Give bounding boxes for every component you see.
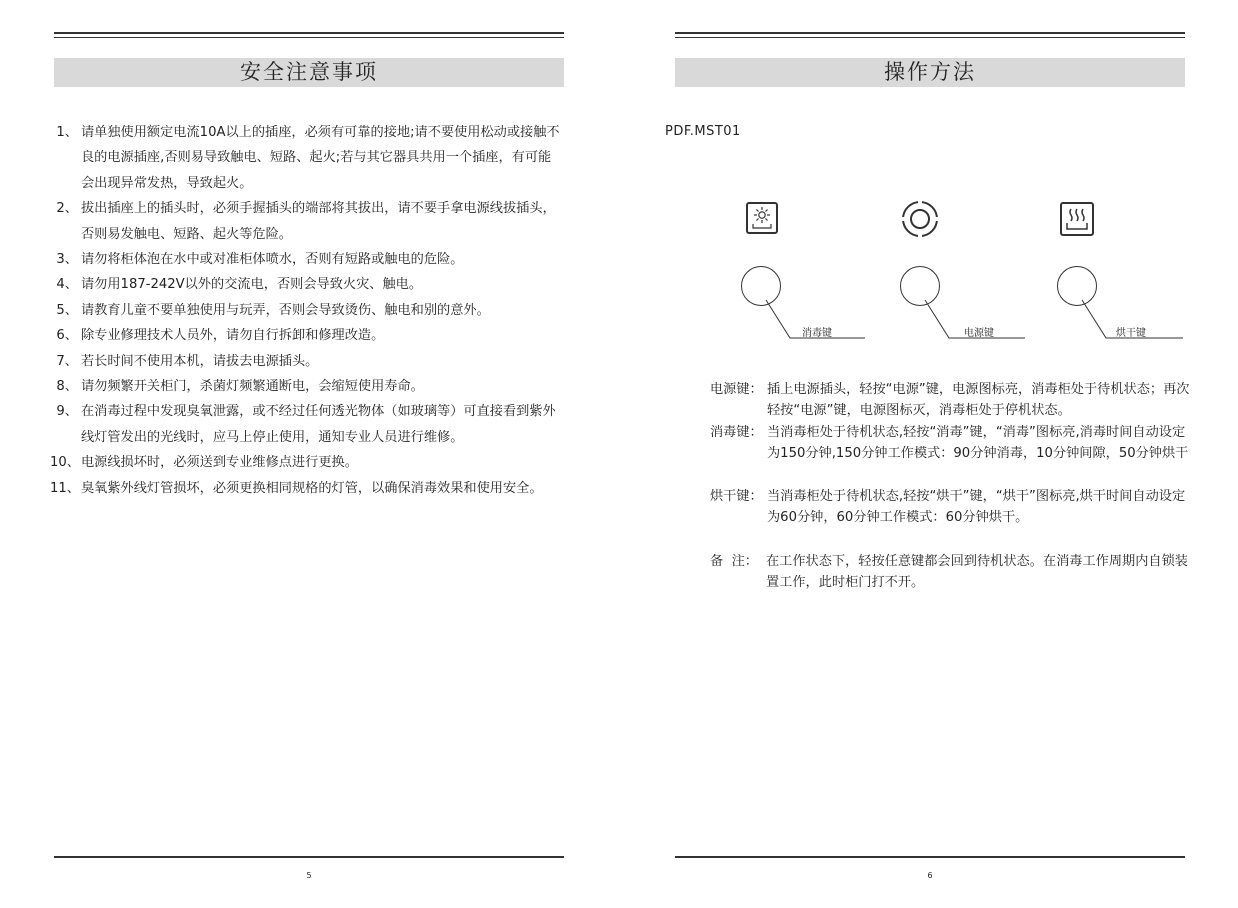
page-number: 5 bbox=[306, 871, 312, 880]
list-item: 11、 臭氧紫外线灯管损坏，必须更换相同规格的灯管，以确保消毒效果和使用安全。 bbox=[50, 480, 543, 496]
list-item: 10、 电源线损坏时，必须送到专业维修点进行更换。 bbox=[50, 455, 358, 471]
note: 备 注： 在工作状态下，轻按任意键都会回到待机状态。在消毒工作周期内自锁装置工作，此时柜门打不开。 bbox=[710, 554, 1188, 591]
dry-key-description: 烘干键： 当消毒柜处于待机状态,轻按“烘干”键，“烘干”图标亮,烘干时间自动设定为60分钟，60分钟工作模式：60分钟烘干。 bbox=[710, 489, 1186, 526]
sterilize-key-description: 消毒键： 当消毒柜处于待机状态,轻按“消毒”键，“消毒”图标亮,消毒时间自动设定为150分钟,150分钟工作模式：90分钟消毒，10分钟间隙，50分钟烘干 bbox=[710, 425, 1189, 462]
right-page bbox=[665, 0, 1190, 908]
leader-lines bbox=[675, 192, 1185, 352]
left-page bbox=[50, 0, 564, 908]
key-label-power: 电源键 bbox=[964, 328, 994, 339]
key-label-sterilize: 消毒键 bbox=[802, 328, 832, 339]
list-item: 9、 在消毒过程中发现臭氧泄露，或不经过任何透光物体（如玻璃等）可直接看到紫外线灯管发出的光线时，应马上停止使用，通知专业人员进行维修。 bbox=[56, 404, 556, 445]
top-rule-thin bbox=[54, 37, 564, 38]
bottom-rule bbox=[675, 856, 1185, 858]
list-item: 5、 请教育儿童不要单独使用与玩弄，否则会导致烫伤、触电和别的意外。 bbox=[56, 302, 490, 318]
list-item: 8、 请勿频繁开关柜门，杀菌灯频繁通断电，会缩短使用寿命。 bbox=[56, 379, 424, 395]
section-title-safety: 安全注意事项 bbox=[54, 58, 564, 87]
list-item: 7、 若长时间不使用本机，请拔去电源插头。 bbox=[56, 353, 319, 369]
key-label-dry: 烘干键 bbox=[1116, 328, 1146, 339]
safety-list bbox=[50, 120, 564, 501]
list-item: 3、 请勿将柜体泡在水中或对准柜体喷水，否则有短路或触电的危险。 bbox=[56, 252, 464, 268]
list-item: 1、 请单独使用额定电流10A以上的插座，必须有可靠的接地;请不要使用松动或接触不良的电源插座,否则易导致触电、短路、起火;若与其它器具共用一个插座，有可能会出现异常发热，导致起火。 bbox=[56, 125, 560, 191]
bottom-rule bbox=[54, 856, 564, 858]
top-rule-thin bbox=[675, 37, 1185, 38]
section-title-operation: 操作方法 bbox=[675, 58, 1185, 87]
power-key-description: 电源键： 插上电源插头，轻按“电源”键，电源图标亮，消毒柜处于待机状态；再次轻按“电源”键，电源图标灭，消毒柜处于停机状态。 bbox=[710, 382, 1190, 419]
list-item: 4、 请勿用187-242V以外的交流电，否则会导致火灾、触电。 bbox=[56, 277, 423, 293]
page-number: 6 bbox=[927, 871, 933, 880]
control-panel-diagram bbox=[675, 192, 1185, 352]
list-item: 6、 除专业修理技术人员外，请勿自行拆卸和修理改造。 bbox=[56, 328, 385, 344]
model-number: PDF.MST01 bbox=[665, 124, 741, 139]
list-item: 2、 拔出插座上的插头时，必须手握插头的端部将其拔出，请不要手拿电源线拔插头，否则易发触电、短路、起火等危险。 bbox=[56, 201, 556, 242]
top-rule bbox=[675, 32, 1185, 34]
top-rule bbox=[54, 32, 564, 34]
